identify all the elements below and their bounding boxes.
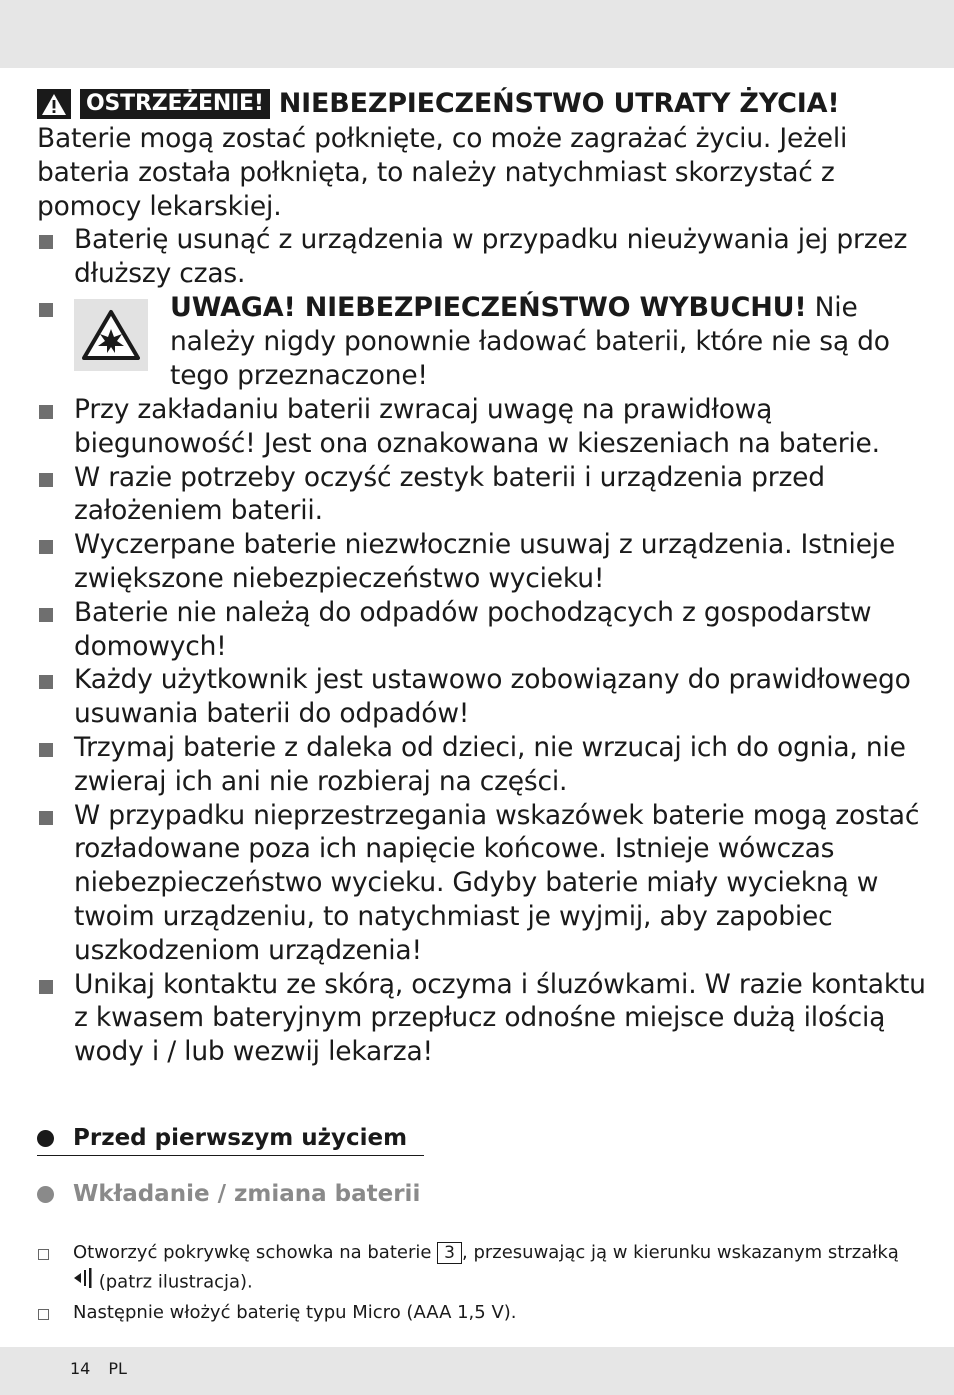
top-band — [0, 0, 954, 68]
bullet-item: Baterie nie należą do odpadów pochodzących z gospodarstw domowych! — [37, 596, 927, 664]
step-item — [37, 1298, 927, 1327]
bottom-band — [0, 1347, 954, 1395]
checkbox-square-icon — [38, 1309, 49, 1320]
section-title: Przed pierwszym użyciem — [73, 1125, 408, 1151]
section-bullet-icon — [37, 1130, 54, 1147]
instruction-steps — [37, 1238, 927, 1327]
warning-triangle-icon — [37, 89, 71, 119]
section-bullet-icon — [37, 1186, 54, 1203]
step-text: , przesuwając ją w kierunku wskazanym strzałką — [462, 1242, 899, 1263]
bullet-item: Unikaj kontaktu ze skórą, oczyma i śluzówkami. W razie kontaktu z kwasem bateryjnym przepłucz odnośne miejsce dużą ilością wody i / lub wezwij lekarza! — [37, 968, 927, 1069]
page-footer — [70, 1359, 127, 1378]
explosion-warning-text: Nie należy nigdy ponownie ładować baterii, które nie są do tego przeznaczone! — [170, 291, 890, 391]
step-text: (patrz ilustracja). — [93, 1271, 253, 1293]
bullet-item-explosion — [37, 291, 927, 393]
open-arrow-icon — [73, 1267, 93, 1298]
bullet-item: Wyczerpane baterie niezwłocznie usuwaj z urządzenia. Istnieje zwiększone niebezpieczeństwo wycieku! — [37, 528, 927, 596]
page-number: 14 — [70, 1359, 91, 1378]
warning-heading — [37, 86, 927, 122]
warning-title: NIEBEZPIECZEŃSTWO UTRATY ŻYCIA! — [278, 88, 840, 120]
language-code: PL — [108, 1359, 127, 1378]
bullet-item: Przy zakładaniu baterii zwracaj uwagę na prawidłową biegunowość! Jest ona oznakowana w kieszeniach na baterie. — [37, 393, 927, 461]
safety-bullets — [37, 223, 927, 1069]
section-title: Wkładanie / zmiana baterii — [73, 1181, 421, 1207]
warning-text: Baterie mogą zostać połknięte, co może zagrażać życiu. Jeżeli bateria została połknięta, to należy natychmiast skorzystać z pomocy lekarskiej. — [37, 123, 848, 222]
part-reference: 3 — [437, 1242, 462, 1264]
step-text: Następnie włożyć baterię typu Micro (AAA 1,5 V). — [73, 1302, 517, 1323]
section-heading-battery-change — [37, 1178, 420, 1210]
warning-badge: OSTRZEŻENIE! — [80, 89, 270, 119]
section-heading-first-use — [37, 1121, 424, 1156]
bullet-item: Trzymaj baterie z daleka od dzieci, nie wrzucaj ich do ognia, nie zwieraj ich ani nie rozbieraj na części. — [37, 731, 927, 799]
bullet-item: W przypadku nieprzestrzegania wskazówek baterie mogą zostać rozładowane poza ich napięcie końcowe. Istnieje wówczas niebezpieczeństwo wycieku. Gdyby baterie miały wyciekną w twoim urządzeniu, to natychmiast je wyjmij, aby zapobiec uszkodzeniom urządzenia! — [37, 799, 927, 968]
checkbox-square-icon — [38, 1249, 49, 1260]
explosion-warning-label: UWAGA! NIEBEZPIECZEŃSTWO WYBUCHU! — [170, 291, 807, 323]
bullet-item: Każdy użytkownik jest ustawowo zobowiązany do prawidłowego usuwania baterii do odpadów! — [37, 663, 927, 731]
bullet-item: Baterię usunąć z urządzenia w przypadku nieużywania jej przez dłuższy czas. — [37, 223, 927, 291]
explosion-hazard-icon — [74, 299, 148, 371]
bullet-item: W razie potrzeby oczyść zestyk baterii i urządzenia przed założeniem baterii. — [37, 461, 927, 529]
step-text: Otworzyć pokrywkę schowka na baterie — [73, 1242, 438, 1263]
step-item — [37, 1238, 927, 1298]
battery-safety-section — [37, 86, 927, 1069]
